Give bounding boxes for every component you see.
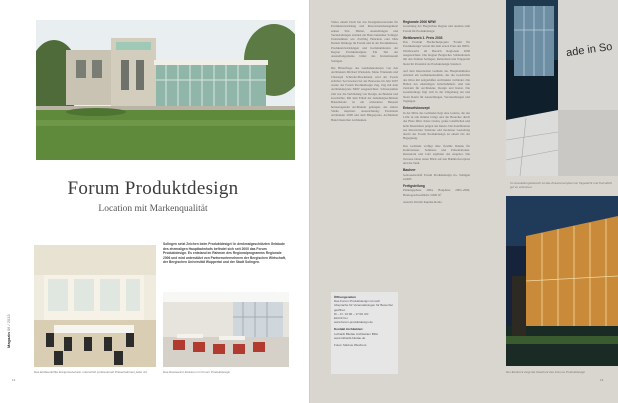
conference-room-photo	[34, 245, 156, 367]
info-hours-text: Das Forum Produktdesign ist nach Absprache für Veranstaltungen für Besucher geöffnet.	[334, 299, 394, 312]
col2-paragraph-3: Auf dem historischen Gelände des Hauptbahnhofes entstand ein Gebäudeensemble, das die Geschichte des Ortes mit zeitgemäßer Architektur verbindet. Die Hallen des ehemaligen Güterbahnhofs sind nun Zentrum für Architektur, Design und Kunst. Die Gesamtanlage fügt sich in die Umgebung ein und bietet Raum für Ausstellungen, Veranstaltungen und Tagungen.	[403, 68, 470, 104]
lead-paragraph: Solingen setzt Zeichen beim Produktdesign! In denkmalgeschützten Gebäude des ehemaligen Hauptbahnhofs befindet sich seit 2000 das Forum Produktdesign. Es entstand im Rahmen des Regionalprogramms Regionale 2006 und wird unterstützt von Partnerunternehmen der Bergischen Wirtschaft, der Bergischen Universität Wuppertal und der Stadt Solingen.	[163, 242, 286, 264]
info-architects: Luthardt Bludau Architekten BDA	[334, 331, 378, 336]
col2-heading-1: Regionale 2006 NRW	[403, 20, 436, 24]
col2-heading-2: Wettbewerb 1. Preis 2003	[403, 35, 443, 40]
caption-restaurant: Das Restaurant Zeitraum im Forum Produktdesign	[163, 370, 231, 374]
building-exterior-photo	[36, 20, 295, 160]
col2-paragraph-7: Planungsphase 2004, Bauphase 2005–2006, Bruttogeschossfläche 5.800 m²	[403, 188, 470, 197]
col2-paragraph-5: Das Gebäude verfügt über flexible Räume für Konferenzen, Seminare und Präsentationen. Restaurant und Café ergänzen das Angebot. Die Terrasse bietet einen Blick auf den Bahnhofsvorplatz und die Stadt.	[403, 143, 470, 165]
col2-paragraph-4: In der Mitte des Gebäudes liegt eine Galerie, die das Licht in alle Räume bringt und die Besucher durch das Haus führt. Klare Linien, große Glasflächen und helle Materialien prägen das Innere. Die Kombination aus historischer Substanz und moderner Gestaltung macht das Forum Produktdesign zu einem Ort der Begegnung.	[403, 110, 470, 141]
col2-heading-5: Fertigstellung	[403, 184, 425, 189]
info-box	[331, 292, 398, 374]
wall-lettering: ade in So	[565, 40, 614, 60]
col2-heading-4: Bauherr	[403, 168, 416, 173]
caption-conference: Das Erdbeerkoffer Ereignisszenario unterstützt professionell Präsentationen jeder Art.	[34, 370, 148, 374]
page-number-right: 13	[600, 378, 604, 382]
restaurant-photo	[163, 292, 289, 367]
article-title: Forum Produktdesign	[67, 178, 239, 199]
issue-number: 06 / 2013	[6, 314, 11, 332]
col2-heading-3: Entwurfskonzept	[403, 106, 430, 111]
col2-paragraph-1: Gestaltung der Bergischen Region und Ausbau zum Forum für Produktdesign.	[403, 24, 470, 33]
text-column-2	[403, 20, 470, 207]
info-heading-hours: Öffnungszeiten	[334, 295, 356, 299]
text-column-1	[331, 20, 398, 125]
caption-night-facade: Der Eindruck zeigt die Glasfront des Forums Produktdesign	[506, 370, 586, 374]
info-website[interactable]: www.forum-produktdesign.de	[334, 320, 373, 325]
gallery-interior-photo	[506, 0, 618, 176]
col1-paragraph-1: Vieles einem Dach hat das Designlaboratorium für Produktentwicklung und Innovationsmanagement seinen Sitz. Hallen, Ausstellungen und Veranstaltungen standen ein Haus bekannter Solinger Unternehmen wie Zwilling Henckels oder Dirk Dernen Dürkopp im Forum und in der Produktmesse. Produktentwicklungen und Kommunikation der Region Produktdesigner. Ein Teil der Ausstellungsräume bildet das Kunstmuseum Solingen.	[331, 20, 398, 63]
col2-paragraph-6: Genossenschaft Forum Produktdesign eG, Solingen GmbH	[403, 172, 470, 181]
article-subtitle: Location mit Markenqualität	[98, 204, 208, 214]
page-meta	[6, 314, 11, 348]
caption-gallery: Im Ausstellungsbereich ist das Zusammenspiel von Tageslicht und Kunstlicht gut zu erkennen.	[510, 181, 612, 189]
col1-paragraph-2: Die Hinterfrage des Gebäudekonzepts von den Architekten Michael Wienands, Mano Wienands und Christoph Schröder-Brockmann wird der Zweck sichtbar: Sei bewusst bei der Bauweise im Jahr 2007 wurde das Forum Produktdesign Zug, Zug mit dem Architekturpreis NRW ausgezeichnet. Schwerpunkte Ziel war die Verbindung von Design, Architektur und Geschichte. Mit dem Erhalt der denkmalgeschützten Bausubstanz ist ein wirksames Beispiel herausragender Architektur gelungen, das andere Städte inspiriert. Auszeichnung: Exzellente Architektur 2008 und dem Bürgerpreis, Architekten Bund Deutscher Architekten.	[331, 65, 398, 122]
col2-paragraph-2: Das Produkt Hochschulprojekt 'Forum für Produktdesign' wurde mit dem ersten Preis des NRW-Wettbewerbs im Bereich Regionale 2006 ausgezeichnet. Die Region Bergisches Städtedreieck mit den Städten Solingen, Remscheid und Wuppertal bietet ihr Potenzial als Produktdesign-Standort.	[403, 40, 470, 66]
magazine-name: Magazin	[6, 332, 11, 348]
info-architects-web[interactable]: www.luthardt-bludau.de	[334, 335, 366, 340]
night-facade-photo	[506, 196, 618, 366]
info-admission: Eintritt frei	[334, 316, 348, 321]
info-photo-credit: Fotos: Markus Wiechers	[334, 343, 367, 348]
page-number-left: 12	[12, 378, 16, 382]
author-credit: Autorin: Kristin Kupilas-Roma	[403, 199, 442, 204]
info-days: Di – Fr: 10:00 – 17:00 Uhr	[334, 311, 369, 316]
info-heading-contact: Kontakt Architekten:	[334, 327, 364, 332]
